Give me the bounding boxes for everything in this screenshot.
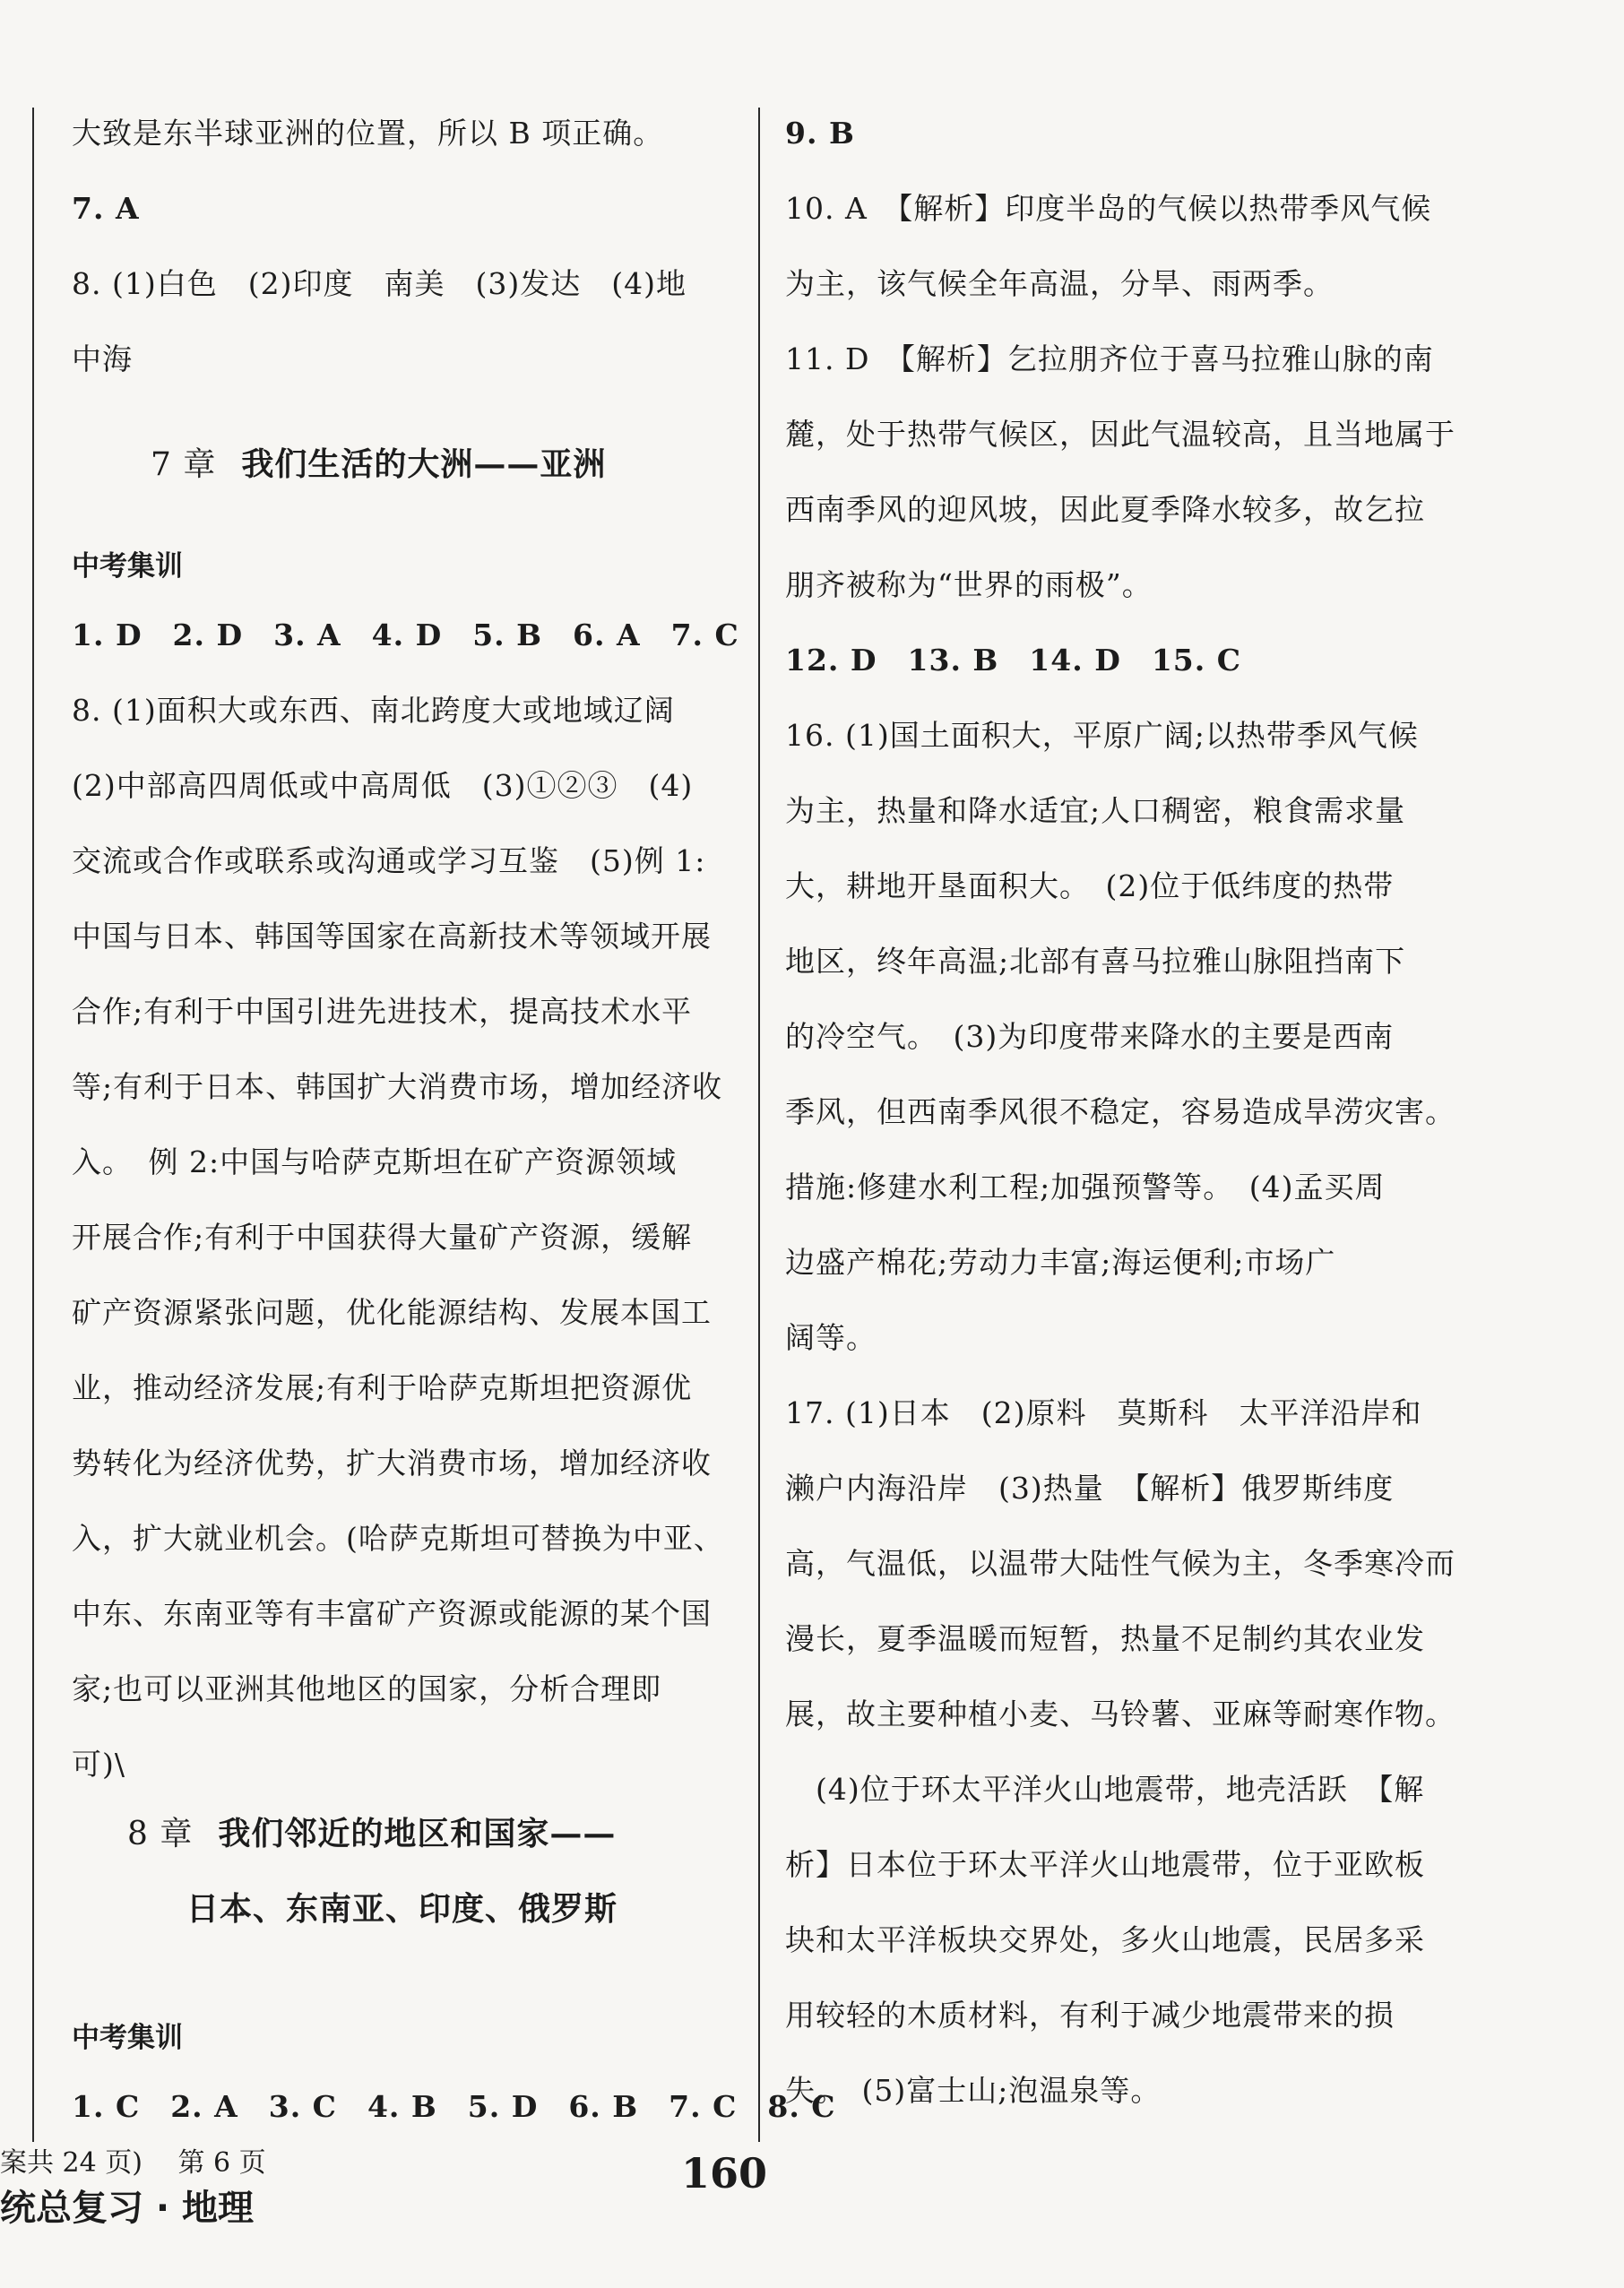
answer-7: 7. A	[72, 191, 140, 226]
text-line: 8. (1)面积大或东西、南北跨度大或地域辽阔	[72, 693, 675, 728]
chapter-number: 8 章	[127, 1816, 194, 1852]
chapter-8-heading	[127, 1809, 616, 1854]
text-line: 矿产资源紧张问题，优化能源结构、发展本国工	[72, 1295, 712, 1330]
text-line: 为主，热量和降水适宜;人口稠密，粮食需求量	[785, 793, 1406, 828]
text-line: 交流或合作或联系或沟通或学习互鉴 (5)例 1:	[72, 843, 706, 878]
answer-8-line-2: 中海	[72, 341, 133, 376]
chapter-7-heading	[151, 439, 606, 485]
text-line: 大致是东半球亚洲的位置，所以 B 项正确。	[72, 116, 664, 151]
text-line: 16. (1)国土面积大，平原广阔;以热带季风气候	[785, 718, 1419, 753]
section-heading: 中考集训	[72, 2022, 183, 2054]
text-line: (4)位于环太平洋火山地震带，地壳活跃 【解	[785, 1772, 1425, 1807]
text-line: 中国与日本、韩国等国家在高新技术等领域开展	[72, 919, 712, 954]
text-line: 失。 (5)富士山;泡温泉等。	[785, 2073, 1162, 2108]
text-line: 入。 例 2:中国与哈萨克斯坦在矿产资源领域	[72, 1144, 678, 1179]
text-line: 漫长，夏季温暖而短暂，热量不足制约其农业发	[785, 1621, 1425, 1656]
text-line: 家;也可以亚洲其他地区的国家，分析合理即	[72, 1671, 662, 1706]
left-margin-line	[32, 108, 34, 2142]
text-line: 业，推动经济发展;有利于哈萨克斯坦把资源优	[72, 1370, 693, 1405]
text-line: 10. A 【解析】印度半岛的气候以热带季风气候	[785, 191, 1432, 226]
text-line: 季风，但西南季风很不稳定，容易造成旱涝灾害。	[785, 1094, 1456, 1129]
text-line: 为主，该气候全年高温，分旱、雨两季。	[785, 266, 1334, 301]
text-line: 地区，终年高温;北部有喜马拉雅山脉阻挡南下	[785, 944, 1406, 979]
text-line: 的冷空气。 (3)为印度带来降水的主要是西南	[785, 1019, 1395, 1054]
chapter-title-line-1: 我们邻近的地区和国家——	[218, 1815, 617, 1852]
section-heading: 中考集训	[72, 550, 183, 583]
text-line: 高，气温低，以温带大陆性气候为主，冬季寒冷而	[785, 1546, 1456, 1581]
text-line: 濑户内海沿岸 (3)热量 【解析】俄罗斯纬度	[785, 1471, 1395, 1506]
text-line: 阔等。	[785, 1320, 877, 1355]
text-line: 中东、东南亚等有丰富矿产资源或能源的某个国	[72, 1596, 712, 1631]
text-line: 朋齐被称为“世界的雨极”。	[785, 567, 1153, 602]
text-line: 块和太平洋板块交界处，多火山地震，民居多采	[785, 1922, 1425, 1957]
text-line: 等;有利于日本、韩国扩大消费市场，增加经济收	[72, 1069, 723, 1104]
text-line: 大，耕地开垦面积大。 (2)位于低纬度的热带	[785, 868, 1395, 903]
text-line: 17. (1)日本 (2)原料 莫斯科 太平洋沿岸和	[785, 1395, 1422, 1430]
answers-row: 12. D 13. B 14. D 15. C	[785, 643, 1241, 678]
text-line: 展，故主要种植小麦、马铃薯、亚麻等耐寒作物。	[785, 1697, 1456, 1731]
text-line: 开展合作;有利于中国获得大量矿产资源，缓解	[72, 1220, 693, 1255]
text-line: 措施:修建水利工程;加强预警等。 (4)孟买周	[785, 1170, 1386, 1204]
page-number: 160	[681, 2149, 768, 2197]
column-divider	[758, 108, 760, 2142]
text-line: 11. D 【解析】乞拉朋齐位于喜马拉雅山脉的南	[785, 341, 1434, 376]
text-line: 可)\	[72, 1747, 125, 1782]
answers-row: 1. D 2. D 3. A 4. D 5. B 6. A 7. C	[72, 617, 739, 652]
text-line: 入，扩大就业机会。(哈萨克斯坦可替换为中亚、	[72, 1521, 724, 1556]
chapter-number: 7 章	[151, 446, 217, 483]
text-line: 麓，处于热带气候区，因此气温较高，且当地属于	[785, 417, 1456, 452]
text-line: 合作;有利于中国引进先进技术，提高技术水平	[72, 994, 693, 1029]
answer-9: 9. B	[785, 116, 855, 151]
answers-row: 1. C 2. A 3. C 4. B 5. D 6. B 7. C 8. C	[72, 2089, 836, 2124]
chapter-title: 我们生活的大洲——亚洲	[241, 445, 607, 483]
text-line: 析】日本位于环太平洋火山地震带，位于亚欧板	[785, 1847, 1425, 1882]
footer-book-title: 统总复习 · 地理	[0, 2188, 255, 2229]
answer-8-line-1: 8. (1)白色 (2)印度 南美 (3)发达 (4)地	[72, 266, 687, 301]
text-line: 西南季风的迎风坡，因此夏季降水较多，故乞拉	[785, 492, 1425, 527]
text-line: (2)中部高四周低或中高周低 (3)①②③ (4)	[72, 768, 694, 803]
footer-page-info: 案共 24 页) 第 6 页	[0, 2147, 266, 2179]
text-line: 用较轻的木质材料，有利于减少地震带来的损	[785, 1998, 1395, 2033]
text-line: 势转化为经济优势，扩大消费市场，增加经济收	[72, 1446, 712, 1481]
chapter-title-line-2: 日本、东南亚、印度、俄罗斯	[186, 1890, 618, 1928]
text-line: 边盛产棉花;劳动力丰富;海运便利;市场广	[785, 1245, 1336, 1280]
